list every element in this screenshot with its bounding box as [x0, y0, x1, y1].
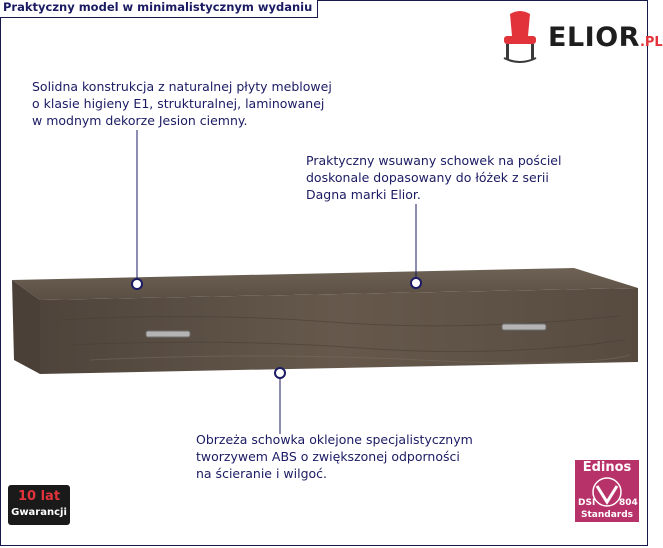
certificate-804: 804: [619, 498, 638, 508]
handle-left: [146, 331, 190, 337]
guarantee-label: Gwarancji: [11, 507, 67, 518]
callout-dot: [275, 368, 285, 378]
callout-dot: [411, 278, 421, 288]
note-line: Praktyczny wsuwany schowek na pościel: [306, 153, 562, 168]
drawer-front: [40, 288, 638, 374]
guarantee-years: 10 lat: [17, 489, 61, 504]
note-line: o klasie higieny E1, strukturalnej, laminowanej: [32, 96, 325, 111]
callout-dot: [132, 279, 142, 289]
brand-suffix: .PL: [639, 35, 663, 50]
page-title: Praktyczny model w minimalistycznym wydaniu: [0, 0, 318, 18]
note-line: Dagna marki Elior.: [306, 187, 421, 202]
certificate-title: Edinos: [582, 460, 632, 475]
note-line: Obrzeża schowka oklejone specjalistycznym: [196, 432, 473, 447]
edinos-certificate: [575, 460, 639, 522]
note-line: tworzywem ABS o zwiększonej odporności: [196, 449, 460, 464]
guarantee-badge: [8, 485, 70, 525]
note-line: Solidna konstrukcja z naturalnej płyty meblowej: [32, 79, 332, 94]
certificate-dsi: DSI: [578, 498, 596, 508]
certificate-subtitle: Standards: [580, 510, 634, 520]
handle-right: [502, 324, 546, 330]
note-line: doskonale dopasowany do łóżek z serii: [306, 170, 549, 185]
note-line: na ścieranie i wilgoć.: [196, 466, 328, 481]
brand-text: ELIOR: [548, 22, 640, 53]
note-line: w modnym dekorze Jesion ciemny.: [32, 113, 248, 128]
